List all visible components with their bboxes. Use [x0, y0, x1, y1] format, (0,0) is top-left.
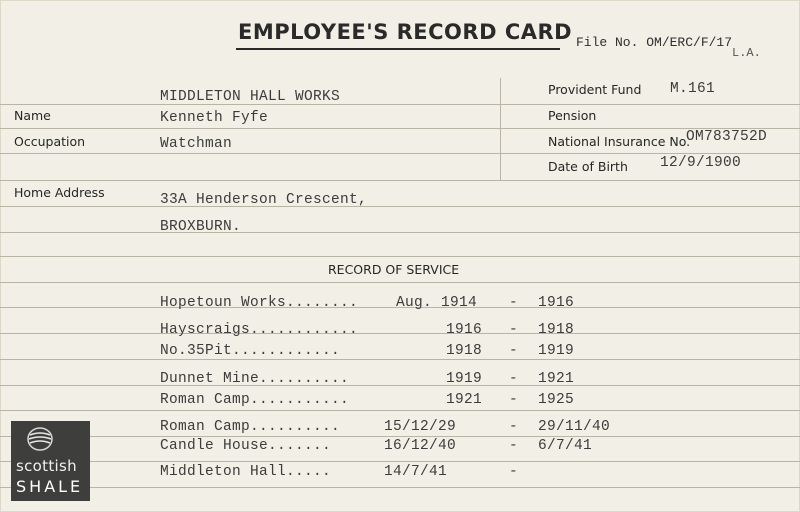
works-name: MIDDLETON HALL WORKS	[160, 89, 341, 105]
service-to: 29/11/40	[538, 419, 611, 435]
scottish-shale-logo	[11, 421, 90, 501]
service-place: Roman Camp..........	[160, 419, 341, 435]
occupation-label: Occupation	[14, 134, 86, 149]
service-from: 14/7/41	[384, 464, 448, 480]
service-to: 1925	[538, 392, 575, 408]
service-from: 1919	[446, 371, 483, 387]
service-place: Dunnet Mine..........	[160, 371, 350, 387]
shale-strata-icon	[27, 427, 53, 451]
home-address-label: Home Address	[14, 185, 105, 200]
rule-line	[0, 487, 800, 488]
service-dash: -	[509, 295, 519, 311]
service-dash: -	[509, 343, 519, 359]
provident-fund-value: M.161	[670, 81, 716, 97]
file-initials: L.A.	[732, 46, 761, 60]
title-underline	[236, 48, 560, 50]
service-to: 1918	[538, 322, 575, 338]
address-line-2: BROXBURN.	[160, 219, 242, 235]
rule-line	[0, 282, 800, 283]
rule-line	[0, 461, 800, 462]
file-number: File No. OM/ERC/F/17	[576, 35, 733, 50]
service-place: Roman Camp...........	[160, 392, 350, 408]
service-dash: -	[509, 392, 519, 408]
service-to: 1916	[538, 295, 575, 311]
record-of-service-heading: RECORD OF SERVICE	[328, 262, 460, 277]
address-line-1: 33A Henderson Crescent,	[160, 192, 368, 208]
rule-line	[0, 180, 800, 181]
service-place: Middleton Hall.....	[160, 464, 332, 480]
rule-line	[0, 104, 800, 105]
rule-line	[0, 206, 800, 207]
service-from: 16/12/40	[384, 438, 457, 454]
service-from: Aug. 1914	[396, 295, 478, 311]
national-insurance-label: National Insurance No.	[548, 134, 691, 149]
date-of-birth-label: Date of Birth	[548, 159, 628, 174]
name-label: Name	[14, 108, 51, 123]
service-dash: -	[509, 322, 519, 338]
service-from: 1921	[446, 392, 483, 408]
employee-name: Kenneth Fyfe	[160, 110, 269, 126]
rule-line	[0, 153, 800, 154]
occupation-value: Watchman	[160, 136, 233, 152]
service-from: 15/12/29	[384, 419, 457, 435]
service-to: 6/7/41	[538, 438, 593, 454]
rule-line	[0, 333, 800, 334]
rule-line	[0, 410, 800, 411]
rule-line	[0, 232, 800, 233]
service-dash: -	[509, 464, 519, 480]
service-place: Hayscraigs............	[160, 322, 359, 338]
service-from: 1916	[446, 322, 483, 338]
service-place: No.35Pit............	[160, 343, 341, 359]
service-from: 1918	[446, 343, 483, 359]
service-place: Hopetoun Works........	[160, 295, 359, 311]
column-divider	[500, 78, 501, 180]
rule-line	[0, 385, 800, 386]
service-to: 1921	[538, 371, 575, 387]
rule-line	[0, 436, 800, 437]
rule-line	[0, 359, 800, 360]
national-insurance-value: OM783752D	[686, 129, 768, 145]
logo-line-1: scottish	[16, 457, 77, 475]
card-title: EMPLOYEE'S RECORD CARD	[238, 20, 573, 44]
logo-line-2: SHALE	[16, 477, 84, 496]
rule-line	[0, 128, 800, 129]
service-dash: -	[509, 419, 519, 435]
pension-label: Pension	[548, 108, 597, 123]
service-dash: -	[509, 371, 519, 387]
service-dash: -	[509, 438, 519, 454]
date-of-birth-value: 12/9/1900	[660, 155, 742, 171]
service-place: Candle House.......	[160, 438, 332, 454]
service-to: 1919	[538, 343, 575, 359]
provident-fund-label: Provident Fund	[548, 82, 642, 97]
rule-line	[0, 256, 800, 257]
